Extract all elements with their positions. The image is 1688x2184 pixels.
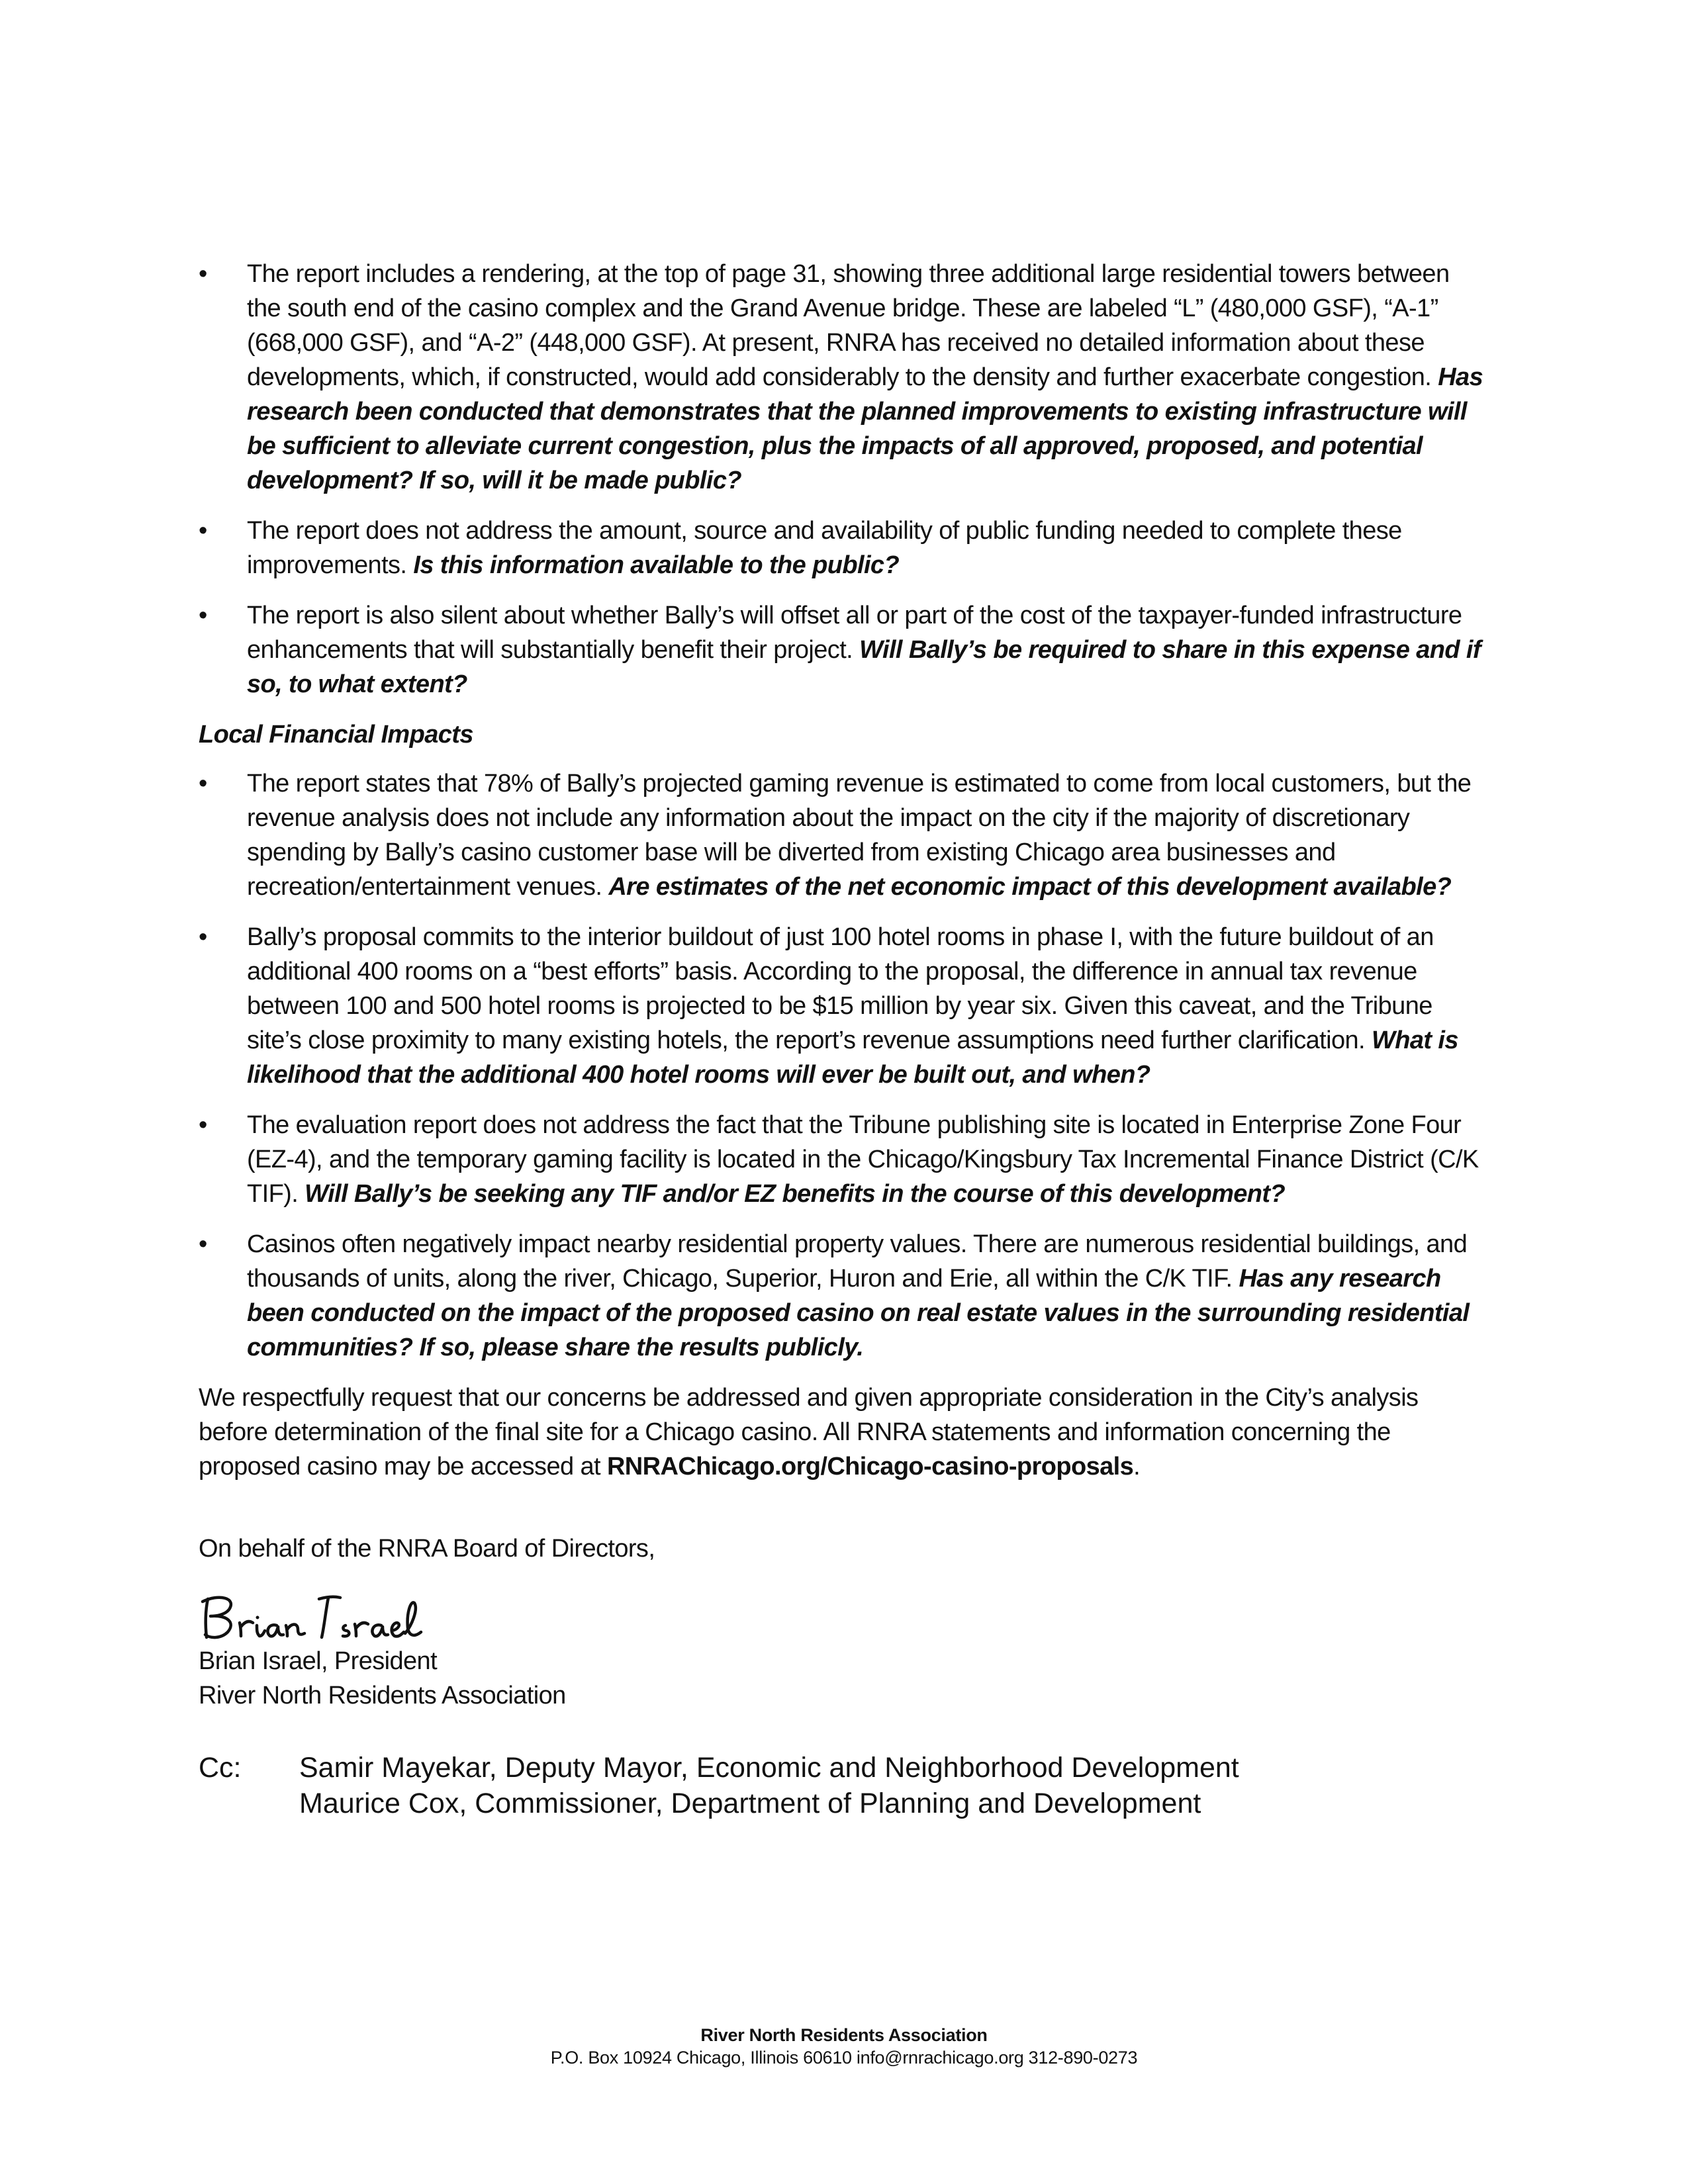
bullet-icon: • bbox=[199, 517, 207, 545]
financial-bullet-list bbox=[199, 766, 1489, 1365]
bullet-icon: • bbox=[199, 923, 207, 951]
footer-contact: P.O. Box 10924 Chicago, Illinois 60610 info@rnrachicago.org 312-890-0273 bbox=[550, 2048, 1138, 2068]
closing-paragraph bbox=[199, 1381, 1489, 1484]
signatory-name-title: Brian Israel, President bbox=[199, 1647, 438, 1675]
signatory-organization: River North Residents Association bbox=[199, 1682, 566, 1709]
section-heading: Local Financial Impacts bbox=[199, 721, 473, 749]
list-item bbox=[199, 920, 1489, 1092]
bullet-question: Are estimates of the net economic impact of this development available? bbox=[608, 873, 1452, 901]
bullet-question: Has any research been conducted on the impact of the proposed casino on real estate values in the surrounding residential communities? If so, please share the results publicly. bbox=[247, 1265, 1470, 1361]
list-item bbox=[199, 514, 1489, 582]
bullet-question: Has research been conducted that demonstrates that the planned improvements to existing infrastructure will be sufficient to alleviate current congestion, plus the impacts of all approved, proposed, and potential development? If so, will it be made public? bbox=[247, 363, 1483, 494]
bullet-icon: • bbox=[199, 602, 207, 629]
bullet-text: Bally’s proposal commits to the interior buildout of just 100 hotel rooms in phase I, with the future buildout of an additional 400 rooms on a “best efforts” basis. According to the proposal, the difference in annual tax revenue between 100 and 500 hotel rooms is projected to be $15 million by year six. Given this caveat, and the Tribune site’s close proximity to many existing hotels, the report’s revenue assumptions need further clarification. bbox=[247, 923, 1434, 1054]
infrastructure-bullet-list bbox=[199, 257, 1489, 702]
cc-recipient: Samir Mayekar, Deputy Mayor, Economic and Neighborhood Development bbox=[299, 1752, 1239, 1784]
casino-proposals-link[interactable]: RNRAChicago.org/Chicago-casino-proposals bbox=[606, 1453, 1134, 1480]
bullet-icon: • bbox=[199, 1111, 207, 1139]
bullet-icon: • bbox=[199, 770, 207, 797]
closing-text: We respectfully request that our concerns be addressed and given appropriate consideration in the City’s analysis before determination of the final site for a Chicago casino. All RNRA statements and information concerning the proposed casino may be accessed at bbox=[199, 1384, 1419, 1480]
list-item bbox=[199, 1108, 1489, 1211]
list-item bbox=[199, 1227, 1489, 1365]
bullet-icon: • bbox=[199, 1230, 207, 1258]
bullet-question: Will Bally’s be seeking any TIF and/or EZ benefits in the course of this development? bbox=[305, 1180, 1286, 1208]
list-item bbox=[199, 598, 1489, 702]
handwritten-signature bbox=[199, 1591, 450, 1644]
footer-organization: River North Residents Association bbox=[700, 2025, 988, 2045]
bullet-text: The report does not address the amount, source and availability of public funding needed to complete these improvements. bbox=[247, 517, 1402, 579]
bullet-question: Is this information available to the public? bbox=[413, 551, 900, 579]
cc-label: Cc: bbox=[199, 1752, 242, 1784]
cc-recipient-list bbox=[299, 1750, 1489, 1821]
bullet-text: Casinos often negatively impact nearby residential property values. There are numerous residential buildings, and thousands of units, along the river, Chicago, Superior, Huron and Erie, all within the C/K TIF. bbox=[247, 1230, 1468, 1293]
salutation: On behalf of the RNRA Board of Directors, bbox=[199, 1535, 655, 1563]
list-item bbox=[199, 257, 1489, 498]
bullet-text: The evaluation report does not address the fact that the Tribune publishing site is located in Enterprise Zone Four (EZ-4), and the temporary gaming facility is located in the Chicago/Kingsbury Tax Incremental Finance District (C/K TIF). bbox=[247, 1111, 1479, 1208]
cc-recipient: Maurice Cox, Commissioner, Department of Planning and Development bbox=[299, 1788, 1201, 1819]
bullet-text: The report is also silent about whether Bally’s will offset all or part of the cost of the taxpayer-funded infrastructure enhancements that will substantially benefit their project. bbox=[247, 602, 1462, 664]
closing-end: . bbox=[1133, 1453, 1141, 1480]
bullet-question: Will Bally’s be required to share in this expense and if so, to what extent? bbox=[247, 636, 1481, 698]
bullet-icon: • bbox=[199, 260, 207, 288]
letter-body bbox=[199, 257, 1489, 1821]
letterhead-footer bbox=[0, 2024, 1688, 2069]
bullet-question: What is likelihood that the additional 400 hotel rooms will ever be built out, and when? bbox=[247, 1026, 1458, 1089]
bullet-text: The report includes a rendering, at the top of page 31, showing three additional large residential towers between the south end of the casino complex and the Grand Avenue bridge. These are labeled “L” (480,000 GSF), “A-1” (668,000 GSF), and “A-2” (448,000 GSF). At present, RNRA has received no detailed information about these developments, which, if constructed, would add considerably to the density and further exacerbate congestion. bbox=[247, 260, 1450, 391]
cc-block bbox=[199, 1750, 1489, 1821]
list-item bbox=[199, 766, 1489, 904]
bullet-text: The report states that 78% of Bally’s projected gaming revenue is estimated to come from local customers, but the revenue analysis does not include any information about the impact on the city if the majority of discretionary spending by Bally’s casino customer base will be diverted from existing Chicago area businesses and recreation/entertainment venues. bbox=[247, 770, 1472, 901]
